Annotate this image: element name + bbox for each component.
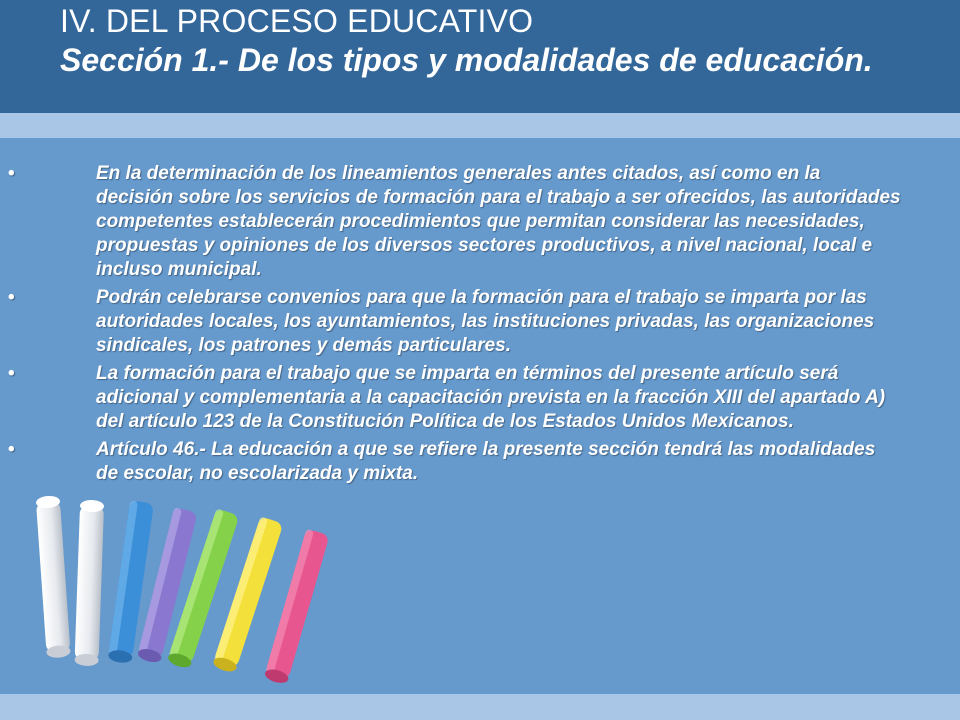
chalk-stick-white-2 <box>74 500 104 667</box>
title-line-2: Sección 1.- De los tipos y modalidades de educación. <box>60 42 873 78</box>
header-stripe <box>0 113 960 138</box>
bullet-marker: • <box>8 287 15 308</box>
slide-title <box>60 2 940 81</box>
bullet-marker: • <box>8 439 15 460</box>
bullet-list <box>0 162 960 490</box>
bullet-marker: • <box>8 363 15 384</box>
title-line-1: IV. DEL PROCESO EDUCATIVO <box>60 3 534 39</box>
bullet-text: Artículo 46.- La educación a que se refiere la presente sección tendrá las modalidades de escolar, no escolarizada y mixta. <box>96 439 876 484</box>
bullet-item <box>0 362 960 434</box>
bullet-marker: • <box>8 163 15 184</box>
chalk-sticks-image <box>0 480 360 700</box>
bullet-item <box>0 286 960 358</box>
bullet-text: La formación para el trabajo que se imparta en términos del presente artículo será adicional y complementaria a la capacitación prevista en la fracción XIII del apartado A) del artículo 123 de la Constitución Política de los Estados Unidos Mexicanos. <box>96 363 886 432</box>
chalk-stick-white-1 <box>36 495 71 658</box>
bullet-text: Podrán celebrarse convenios para que la formación para el trabajo se imparta por las autoridades locales, los ayuntamientos, las instituciones privadas, las organizaciones sindicales, los patrones y demás particulares. <box>96 287 875 356</box>
bullet-item <box>0 438 960 486</box>
bullet-item <box>0 162 960 282</box>
bullet-text: En la determinación de los lineamientos generales antes citados, así como en la decisión sobre los servicios de formación para el trabajo a ser ofrecidos, las autoridades competentes establecerán procedimientos que permitan considerar las necesidades, propuestas y opiniones de los diversos sectores productivos, a nivel nacional, local e incluso municipal. <box>96 163 901 280</box>
